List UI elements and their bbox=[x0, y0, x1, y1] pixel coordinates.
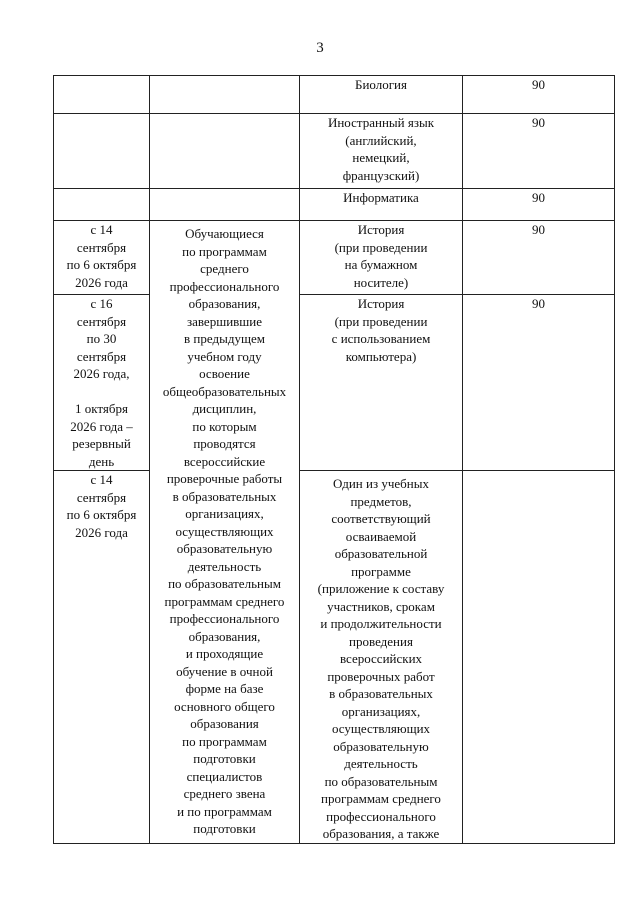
score-cell-biology: 90 bbox=[463, 76, 615, 114]
date-line: 2026 года bbox=[75, 524, 128, 540]
score-cell-history-paper: 90 bbox=[463, 221, 615, 295]
date-cell-continued bbox=[54, 76, 150, 114]
participants-line: образования, bbox=[188, 628, 261, 644]
subject-line: предметов, bbox=[350, 493, 412, 509]
date-line: по 30 bbox=[86, 331, 117, 346]
subject-line: программам среднего bbox=[321, 791, 441, 806]
participants-line: проводятся bbox=[193, 436, 256, 451]
subject-line: История bbox=[357, 296, 405, 311]
subject-line: и продолжительности bbox=[320, 616, 442, 631]
date-line: сентября bbox=[76, 489, 127, 505]
date-line: по 6 октября bbox=[66, 507, 137, 522]
score-cell-informatics: 90 bbox=[463, 189, 615, 221]
table-row-biology bbox=[54, 76, 615, 114]
subject-cell-informatics: Информатика bbox=[300, 189, 463, 221]
date-line: день bbox=[88, 453, 115, 469]
participants-line: специалистов bbox=[186, 768, 263, 784]
subject-line: участников, срокам bbox=[327, 598, 435, 614]
subject-line: проверочных работ bbox=[327, 668, 435, 684]
participants-line: организациях, bbox=[185, 506, 264, 521]
participants-line: профессионального bbox=[169, 278, 280, 294]
date-line: сентября bbox=[76, 348, 127, 364]
subject-line: История bbox=[357, 222, 405, 237]
participants-line: деятельность bbox=[187, 558, 262, 574]
subject-line: соответствующий bbox=[331, 511, 431, 526]
subject-line: (приложение к составу bbox=[317, 581, 445, 596]
participants-line: Обучающиеся bbox=[185, 226, 264, 241]
participants-line: образования, bbox=[188, 296, 261, 311]
participants-line: всероссийские bbox=[183, 453, 266, 469]
participants-line: основного общего bbox=[174, 698, 275, 714]
score-cell-foreign-language: 90 bbox=[463, 114, 615, 189]
subject-line: (при проведении bbox=[334, 313, 428, 329]
subject-line: немецкий, bbox=[352, 150, 410, 165]
date-cell-history-computer bbox=[54, 295, 150, 471]
participants-line: образования bbox=[190, 716, 259, 731]
subject-line: Иностранный язык bbox=[327, 115, 435, 130]
participants-cell-continued bbox=[150, 114, 300, 189]
subject-line: с использованием bbox=[331, 331, 431, 346]
schedule-table bbox=[53, 75, 615, 844]
participants-line: форме на базе bbox=[185, 681, 264, 696]
score-cell-any-subject bbox=[463, 471, 615, 844]
participants-line: по программам bbox=[182, 243, 267, 259]
participants-line: и проходящие bbox=[185, 646, 264, 661]
participants-cell-continued bbox=[150, 76, 300, 114]
participants-line: обучение в очной bbox=[176, 663, 273, 679]
participants-cell bbox=[150, 221, 300, 844]
subject-line: Один из учебных bbox=[333, 476, 429, 491]
subject-line: по образовательным bbox=[324, 773, 438, 789]
date-line: 2026 года, bbox=[73, 366, 130, 381]
subject-line: компьютера) bbox=[345, 348, 417, 364]
participants-line: проверочные работы bbox=[166, 471, 283, 486]
subject-line: осуществляющих bbox=[331, 721, 431, 736]
date-line: сентября bbox=[76, 313, 127, 329]
date-line: резервный bbox=[72, 436, 131, 451]
participants-line: учебном году bbox=[187, 348, 262, 364]
subject-line: в образовательных bbox=[329, 686, 433, 701]
date-line: с 14 bbox=[90, 472, 113, 487]
participants-line: программам среднего bbox=[164, 593, 285, 609]
date-line-spacer bbox=[56, 383, 147, 401]
participants-line: общеобразовательных bbox=[162, 383, 287, 399]
date-line: 2026 года bbox=[75, 274, 128, 290]
subject-line: организациях, bbox=[341, 703, 421, 719]
participants-line: и по программам bbox=[177, 803, 272, 819]
participants-line: завершившие bbox=[186, 313, 263, 329]
subject-line: образования, а также bbox=[322, 826, 440, 841]
date-line: 2026 года – bbox=[70, 418, 133, 434]
table-row-foreign-language bbox=[54, 114, 615, 189]
subject-cell-history-paper bbox=[300, 221, 463, 295]
subject-line: проведения bbox=[349, 633, 413, 649]
subject-line: осваиваемой bbox=[345, 528, 417, 544]
participants-line: освоение bbox=[199, 366, 250, 381]
participants-line: по программам bbox=[182, 733, 267, 749]
date-line: 1 октября bbox=[75, 401, 128, 416]
date-line: с 14 bbox=[90, 222, 113, 237]
participants-line: среднего bbox=[200, 261, 249, 276]
date-line: по 6 октября bbox=[66, 257, 137, 272]
participants-line: осуществляющих bbox=[175, 523, 274, 539]
participants-line: по образовательным bbox=[168, 576, 281, 591]
date-cell-continued bbox=[54, 189, 150, 221]
table-row-any-subject bbox=[54, 471, 615, 844]
subject-cell-any-subject bbox=[300, 471, 463, 844]
subject-line: деятельность bbox=[344, 756, 418, 771]
subject-line: образовательной bbox=[334, 546, 428, 561]
participants-line: в образовательных bbox=[172, 488, 277, 504]
date-cell-history-paper bbox=[54, 221, 150, 295]
participants-line: в предыдущем bbox=[184, 331, 265, 346]
table-row-history-computer bbox=[54, 295, 615, 471]
participants-cell-continued bbox=[150, 189, 300, 221]
date-line: с 16 bbox=[90, 296, 113, 311]
subject-line: (английский, bbox=[345, 132, 417, 148]
subject-line: (при проведении bbox=[334, 239, 428, 255]
subject-line: программе bbox=[351, 563, 411, 579]
date-cell-continued bbox=[54, 114, 150, 189]
participants-line: среднего звена bbox=[183, 786, 266, 801]
participants-line: профессионального bbox=[169, 611, 280, 626]
participants-line: образовательную bbox=[176, 541, 273, 556]
table-row-history-paper bbox=[54, 221, 615, 295]
subject-cell-biology: Биология bbox=[300, 76, 463, 114]
subject-cell-foreign-language bbox=[300, 114, 463, 189]
participants-line: подготовки bbox=[193, 821, 256, 836]
score-cell-history-computer: 90 bbox=[463, 295, 615, 471]
participants-line: по которым bbox=[192, 418, 257, 434]
subject-line: профессионального bbox=[326, 808, 436, 824]
subject-line: носителе) bbox=[353, 274, 409, 290]
subject-line: на бумажном bbox=[344, 257, 418, 272]
date-cell-any-subject bbox=[54, 471, 150, 844]
participants-line: дисциплин, bbox=[192, 401, 257, 416]
page-number: 3 bbox=[316, 40, 324, 56]
subject-line: образовательную bbox=[333, 738, 429, 754]
subject-line: французский) bbox=[342, 167, 420, 183]
subject-cell-history-computer bbox=[300, 295, 463, 471]
participants-line: подготовки bbox=[193, 751, 256, 766]
table-row-informatics bbox=[54, 189, 615, 221]
date-line: сентября bbox=[76, 239, 127, 255]
subject-line: всероссийских bbox=[339, 651, 423, 666]
